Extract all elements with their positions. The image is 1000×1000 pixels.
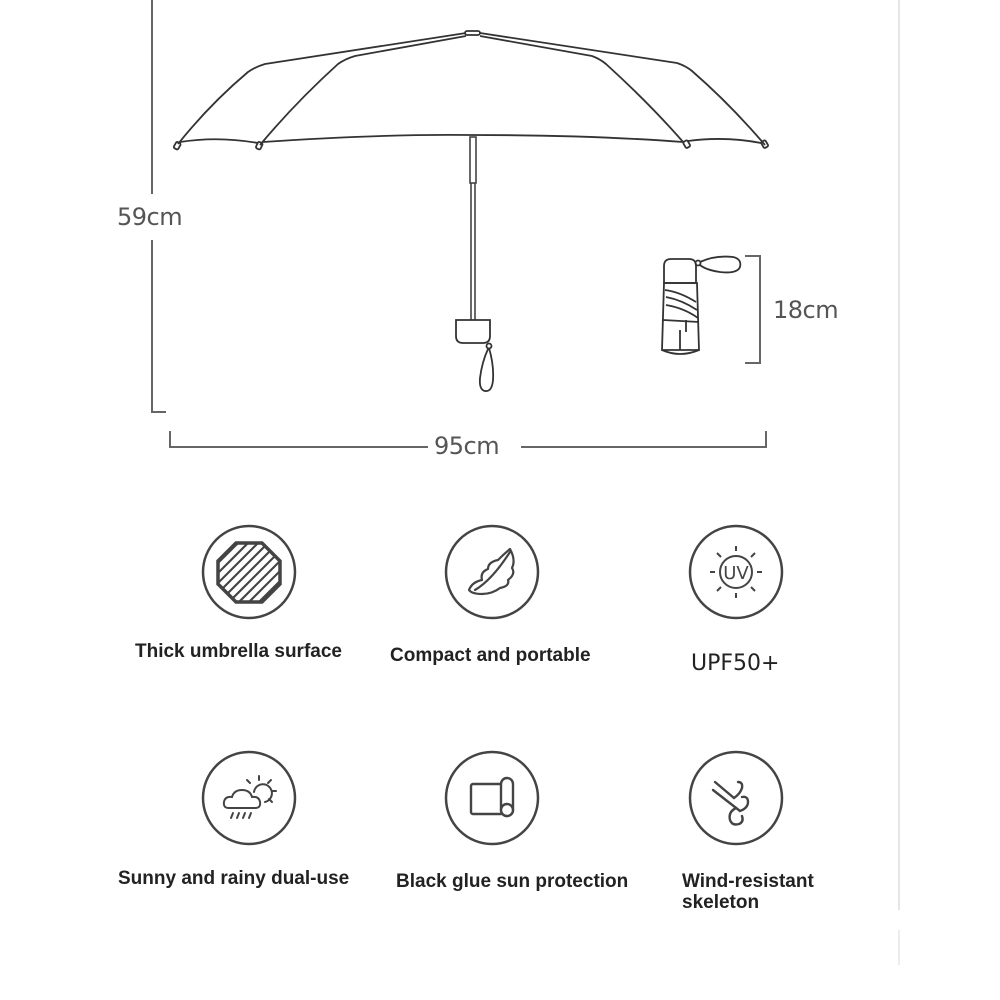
umbrella-handle xyxy=(456,320,493,391)
svg-text:UV: UV xyxy=(723,563,749,584)
octagon-hatched-icon xyxy=(199,522,299,622)
umbrella-diagram xyxy=(0,0,1000,470)
feature-label-upf: UPF50+ xyxy=(691,651,780,676)
fabric-roll-icon xyxy=(442,750,542,850)
width-dimension-label: 95cm xyxy=(434,432,500,460)
edge-divider-lower xyxy=(898,930,900,965)
wind-icon xyxy=(686,750,786,850)
feature-label-compact: Compact and portable xyxy=(390,645,591,666)
folded-umbrella xyxy=(662,257,740,354)
folded-length-dimension-label: 18cm xyxy=(773,296,839,324)
feature-label-sunny-rainy: Sunny and rainy dual-use xyxy=(118,868,350,889)
uv-sun-icon xyxy=(686,522,786,622)
feature-label-black-glue: Black glue sun protection xyxy=(396,871,629,892)
umbrella-shaft xyxy=(470,137,476,320)
feature-label-thick-surface: Thick umbrella surface xyxy=(135,641,342,662)
folded-length-dimension-line xyxy=(745,256,761,363)
sun-cloud-rain-icon xyxy=(199,750,299,850)
umbrella-canopy xyxy=(173,31,768,150)
height-dimension-label: 59cm xyxy=(117,203,183,231)
feather-icon xyxy=(442,522,542,622)
feature-label-wind-resistant: Wind-resistant skeleton xyxy=(682,871,814,913)
